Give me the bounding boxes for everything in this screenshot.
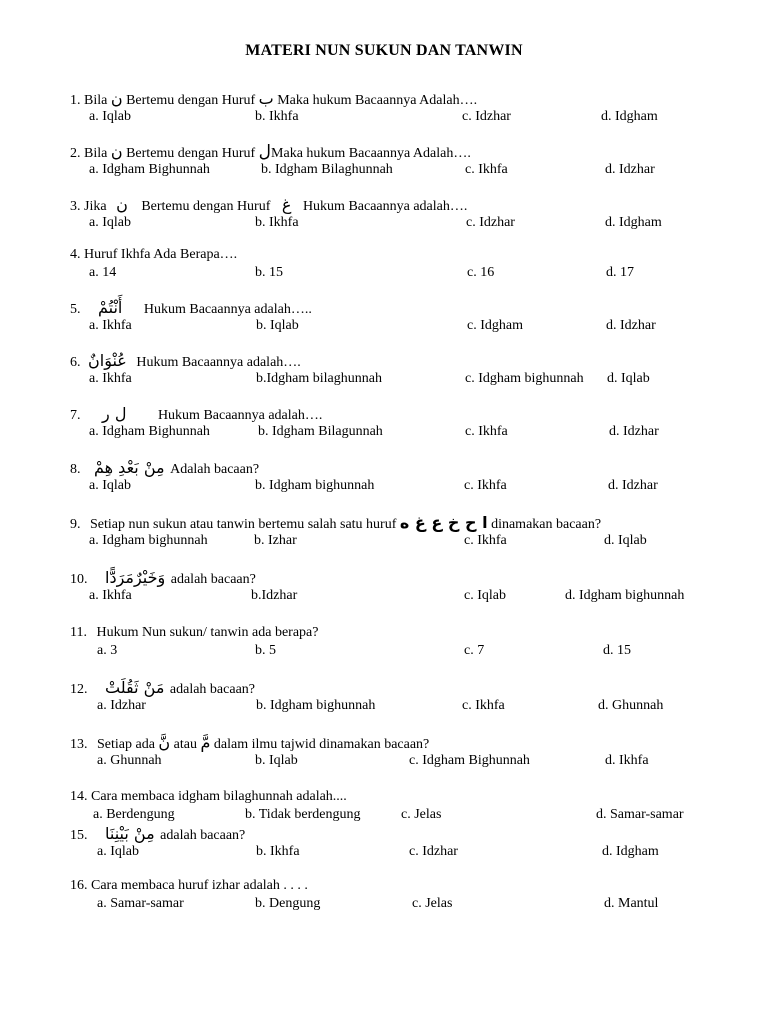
option-b: b. Idgham Bilaghunnah [261,162,393,177]
question-stem [70,299,312,319]
question-number: 14. [70,789,88,804]
option-b: b. Izhar [254,533,297,548]
page-title: MATERI NUN SUKUN DAN TANWIN [245,42,523,59]
option-a: a. Ikhfa [89,318,132,333]
question-1 [0,90,768,130]
question-2 [0,143,768,183]
option-b: b. 5 [255,643,276,658]
option-b: b. Idgham bighunnah [256,698,376,713]
stem-text: Maka hukum Bacaannya Adalah…. [277,93,478,108]
stem-text: Cara membaca idgham bilaghunnah adalah.... [91,789,347,804]
arabic-letter: ب [258,89,274,108]
question-stem [70,624,318,642]
option-c: c. Iqlab [464,588,506,603]
question-stem [70,143,471,163]
question-7 [0,405,768,445]
option-c: c. Idzhar [462,109,511,124]
option-a: a. 14 [89,265,117,280]
option-d: d. Idzhar [606,318,656,333]
option-a: a. Samar-samar [97,896,184,911]
option-a: a. Iqlab [97,844,139,859]
option-b: b.Idzhar [251,588,298,603]
question-number: 10. [70,572,88,587]
option-a: a. Idzhar [97,698,146,713]
option-a: a. Ikhfa [89,371,132,386]
arabic-phrase: مِنْ بَيْنِنَا [105,824,155,843]
question-number: 16. [70,878,88,893]
option-d: d. Idzhar [609,424,659,439]
option-b: b.Idgham bilaghunnah [256,371,382,386]
stem-text: dinamakan bacaan? [491,517,602,532]
question-13 [0,734,768,774]
question-stem [70,734,429,754]
stem-text: Bertemu dengan Huruf [141,199,271,214]
stem-text: Hukum Nun sukun/ tanwin ada berapa? [96,625,319,640]
option-c: c. Jelas [412,896,453,911]
stem-text: Bila [84,93,108,108]
option-d: d. 17 [606,265,634,280]
option-d: d. Iqlab [604,533,647,548]
option-d: d. Iqlab [607,371,650,386]
option-a: a. Iqlab [89,478,131,493]
question-number: 9. [70,517,81,532]
question-number: 12. [70,682,88,697]
option-c: c. Ikhfa [462,698,505,713]
question-15 [0,825,768,865]
option-b: b. Tidak berdengung [245,807,361,822]
question-number: 8. [70,462,81,477]
question-stem [70,246,237,264]
question-3 [0,196,768,236]
stem-text: adalah bacaan? [170,572,256,587]
stem-text: Hukum Bacaannya adalah…. [157,408,323,423]
arabic-phrase: وَخَيْرٌمَرَدًّا [105,568,166,587]
option-c: c. 16 [467,265,495,280]
arabic-letter: ل [258,142,272,162]
stem-text: Hukum Bacaannya adalah….. [143,302,312,317]
option-b: b. Ikhfa [255,109,299,124]
stem-text: Bertemu dengan Huruf [126,146,256,161]
option-d: d. Mantul [604,896,659,911]
option-d: d. Idgham [602,844,659,859]
arabic-letters: ا ح خ ع غ ه [399,513,488,532]
option-c: c. Idgham [467,318,523,333]
question-number: 6. [70,355,81,370]
question-8 [0,459,768,499]
stem-text: Bertemu dengan Huruf [126,93,256,108]
question-5 [0,299,768,339]
question-number: 4. [70,247,81,262]
stem-text: Hukum Bacaannya adalah…. [136,355,301,370]
option-d: d. Ikhfa [605,753,649,768]
arabic-letter: ن [110,89,123,108]
question-9 [0,514,768,554]
option-b: b. Iqlab [255,753,298,768]
option-d: d. Samar-samar [596,807,684,822]
option-a: a. Ikhfa [89,588,132,603]
option-c: c. Ikhfa [464,478,507,493]
option-d: d. Idzhar [605,162,655,177]
option-d: d. Idgham [605,215,662,230]
option-a: a. Ghunnah [97,753,162,768]
stem-text: Maka hukum Bacaannya Adalah…. [271,146,471,161]
arabic-letter: ن [116,195,128,214]
stem-text: Setiap nun sukun atau tanwin bertemu salah satu huruf [90,517,397,532]
question-12 [0,679,768,719]
stem-text: dalam ilmu tajwid dinamakan bacaan? [213,737,430,752]
option-b: b. Ikhfa [255,215,299,230]
question-stem [70,90,477,110]
stem-text: Hukum Bacaannya adalah…. [302,199,468,214]
option-b: b. Iqlab [256,318,299,333]
question-number: 3. [70,199,81,214]
stem-text: adalah bacaan? [169,682,255,697]
arabic-letter: نَّ [158,733,171,752]
question-number: 15. [70,828,88,843]
stem-text: Setiap ada [97,737,155,752]
option-b: b. 15 [255,265,283,280]
option-b: b. Idgham Bilagunnah [258,424,383,439]
question-number: 13. [70,737,88,752]
option-b: b. Ikhfa [256,844,300,859]
option-c: c. Idzhar [409,844,458,859]
arabic-word: عُنْوَانٌ [88,351,127,370]
question-stem [70,405,322,425]
option-c: c. 7 [464,643,485,658]
stem-text: Bila [84,146,108,161]
arabic-letters: ل ر [102,404,127,423]
question-stem [70,877,308,895]
question-6 [0,352,768,392]
question-stem [70,679,255,699]
question-stem [70,459,259,479]
question-stem [70,514,601,534]
question-stem [70,196,467,216]
option-a: a. Iqlab [89,109,131,124]
option-c: c. Jelas [401,807,442,822]
option-c: c. Ikhfa [465,162,508,177]
option-b: b. Dengung [255,896,321,911]
question-number: 2. [70,146,81,161]
option-a: a. Iqlab [89,215,131,230]
option-a: a. 3 [97,643,118,658]
option-d: d. Ghunnah [598,698,664,713]
arabic-letter: ن [110,142,123,161]
stem-text: Cara membaca huruf izhar adalah . . . . [91,878,308,893]
question-number: 5. [70,302,81,317]
option-c: c. Ikhfa [464,533,507,548]
option-d: d. Idzhar [608,478,658,493]
option-a: a. Idgham Bighunnah [89,162,210,177]
question-stem [70,825,245,845]
question-number: 7. [70,408,81,423]
question-4 [0,246,768,286]
question-11 [0,624,768,664]
stem-text: Adalah bacaan? [170,462,260,477]
question-16 [0,877,768,917]
stem-text: Huruf Ikhfa Ada Berapa…. [84,247,238,262]
option-a: a. Berdengung [93,807,175,822]
question-stem [70,569,256,589]
question-10 [0,569,768,609]
question-number: 11. [70,625,87,640]
option-c: c. Idzhar [466,215,515,230]
option-d: d. Idgham [601,109,658,124]
arabic-letter: مَّ [200,733,211,752]
stem-text: Jika [84,199,107,214]
option-b: b. Idgham bighunnah [255,478,375,493]
arabic-phrase: مَنْ ثَقُلَتْ [105,678,165,697]
option-d: d. Idgham bighunnah [565,588,685,603]
stem-text: atau [173,737,197,752]
question-14 [0,788,768,828]
option-c: c. Idgham Bighunnah [409,753,530,768]
option-c: c. Idgham bighunnah [465,371,584,386]
question-stem [70,352,301,372]
question-number: 1. [70,93,81,108]
arabic-phrase: مِنْ بَعْدِ هِمْ [94,458,165,477]
arabic-word: أَنْتُمْ [98,298,123,317]
question-stem [70,788,347,806]
option-d: d. 15 [603,643,631,658]
arabic-letter: غ [281,195,292,214]
option-a: a. Idgham Bighunnah [89,424,210,439]
option-a: a. Idgham bighunnah [89,533,208,548]
stem-text: adalah bacaan? [160,828,246,843]
option-c: c. Ikhfa [465,424,508,439]
